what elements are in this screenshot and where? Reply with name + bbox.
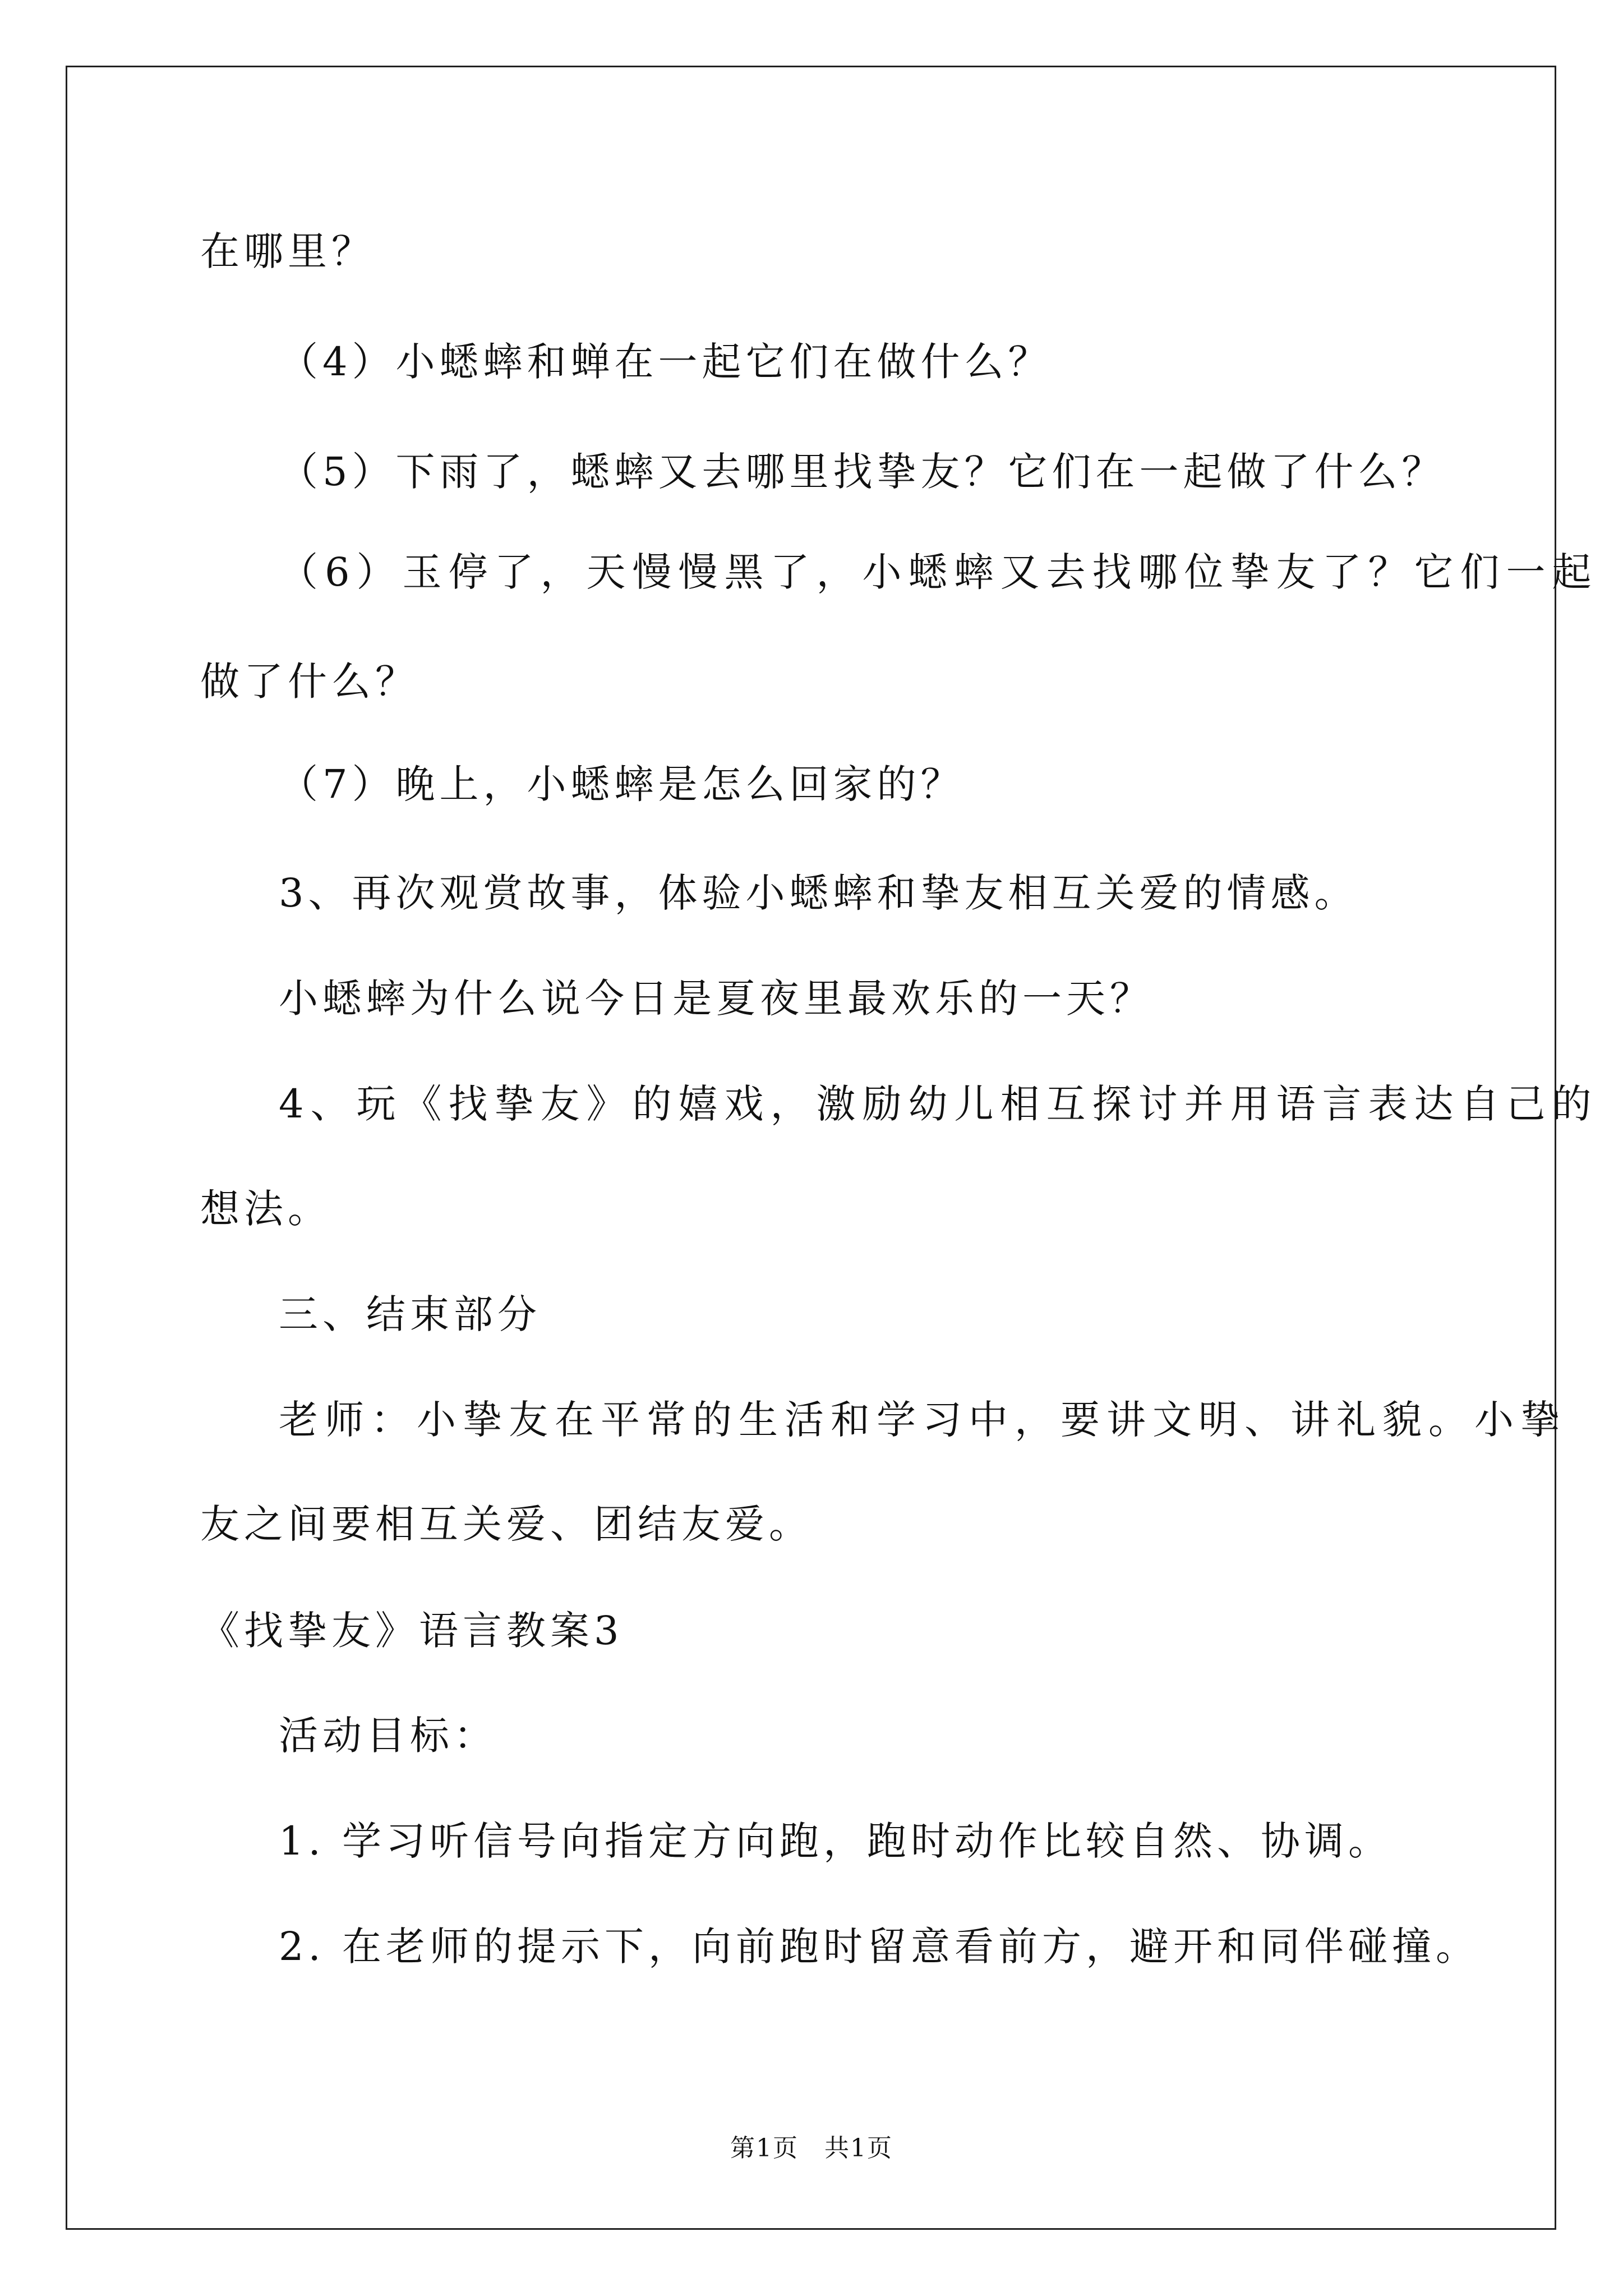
text-line: 做了什么？ [200, 659, 419, 705]
page-border [66, 66, 1556, 2230]
text-line: （4）小蟋蟀和蝉在一起它们在做什么？ [279, 339, 1052, 385]
list-item: 2. 在老师的提示下，向前跑时留意看前方，避开和同伴碰撞。 [279, 1924, 1480, 1970]
text-line: 3、再次观赏故事，体验小蟋蟀和挚友相互关爱的情感。 [279, 870, 1358, 916]
section-heading: 三、结束部分 [279, 1291, 541, 1337]
text-line: （7）晚上，小蟋蟀是怎么回家的？ [279, 761, 965, 807]
page-footer: 第1页 共1页 [730, 2134, 893, 2162]
text-line: 老师：小挚友在平常的生活和学习中，要讲文明、讲礼貌。小挚 [279, 1397, 1566, 1443]
text-line: （6）玉停了，天慢慢黑了，小蟋蟀又去找哪位挚友了？它们一起 [279, 549, 1598, 595]
text-line: 小蟋蟀为什么说今日是夏夜里最欢乐的一天？ [279, 976, 1154, 1022]
text-line: 4、玩《找挚友》的嬉戏，激励幼儿相互探讨并用语言表达自己的 [279, 1081, 1598, 1127]
text-line: 想法。 [200, 1186, 331, 1232]
list-item: 1. 学习听信号向指定方向跑，跑时动作比较自然、协调。 [279, 1818, 1393, 1864]
section-heading: 活动目标： [279, 1713, 497, 1759]
document-title: 《找挚友》语言教案3 [200, 1608, 624, 1654]
text-line: 友之间要相互关爱、团结友爱。 [200, 1501, 813, 1547]
text-line: （5）下雨了，蟋蟀又去哪里找挚友？它们在一起做了什么？ [279, 449, 1446, 495]
text-line: 在哪里？ [200, 228, 375, 274]
